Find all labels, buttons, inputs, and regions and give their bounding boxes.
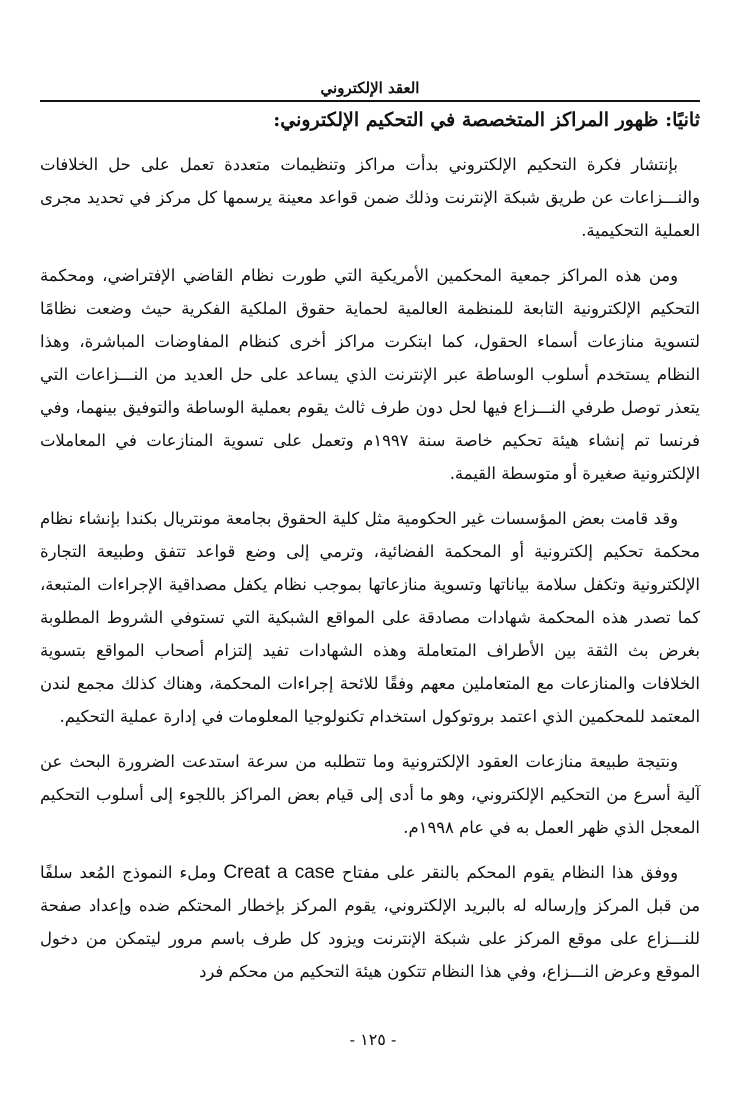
paragraph-5-after-latin: وملء النموذج المُعد سلفًا من قبل المركز وإرساله له بالبريد الإلكتروني، يقوم المركز بإخطار المحتكم ضده وإعداد صفحة للنـــزاع على موقع المركز على شبكة الإنترنت ويزود كل طرف باسم مرور ليتمكن من دخول الموقع وعرض النـــزاع، وفي هذا النظام تتكون هيئة التحكيم من محكم فرد bbox=[40, 863, 700, 981]
latin-button-name: Creat a case bbox=[223, 862, 335, 883]
paragraph-4: ونتيجة طبيعة منازعات العقود الإلكترونية وما تتطلبه من سرعة استدعت الضرورة البحث عن آلية أسرع من التحكيم الإلكتروني، وهو ما أدى إلى قيام بعض المراكز باللجوء إلى أسلوب التحكيم المعجل الذي ظهر العمل به في عام ١٩٩٨م. bbox=[40, 752, 700, 837]
page-number: - ١٢٥ - bbox=[349, 1030, 397, 1049]
paragraph-5-before-latin: ووفق هذا النظام يقوم المحكم بالنقر على مفتاح bbox=[341, 863, 678, 882]
paragraph-5 bbox=[40, 856, 700, 988]
running-head: العقد الإلكتروني bbox=[320, 79, 420, 97]
paragraph-3: وقد قامت بعض المؤسسات غير الحكومية مثل كلية الحقوق بجامعة مونتريال بكندا بإنشاء نظام محكمة تحكيم إلكترونية أو المحكمة الفضائية، وترمي إلى وضع قواعد تتفق وطبيعة التجارة الإلكترونية وتكفل سلامة بياناتها وتسوية منازعاتها بموجب نظام يكفل مصداقية الإجراءات المتبعة، كما تصدر هذه المحكمة شهادات مصادقة على المواقع الشبكية التي تستوفي الشروط المطلوبة بغرض بث الثقة بين الأطراف المتعاملة وهذه الشهادات تفيد إلتزام أصحاب المواقع بتسوية الخلافات والمنازعات مع المتعاملين معهم وفقًا للائحة إجراءات المحكمة، وهناك كذلك مجمع لندن المعتمد للمحكمين الذي اعتمد بروتوكول استخدام تكنولوجيا المعلومات في إدارة عملية التحكيم. bbox=[40, 509, 700, 726]
paragraph-1: بإنتشار فكرة التحكيم الإلكتروني بدأت مراكز وتنظيمات متعددة تعمل على حل الخلافات والنـــزاعات عن طريق شبكة الإنترنت وذلك ضمن قواعد معينة يرسمها كل مركز في تحديد مجرى العملية التحكيمية. bbox=[40, 155, 700, 240]
header-rule bbox=[40, 100, 700, 102]
book-page bbox=[40, 78, 700, 1000]
paragraph-2: ومن هذه المراكز جمعية المحكمين الأمريكية التي طورت نظام القاضي الإفتراضي، ومحكمة التحكيم الإلكترونية التابعة للمنظمة العالمية لحماية حقوق الملكية الفكرية حيث وضعت نظامًا لتسوية منازعات أسماء الحقول، كما ابتكرت مراكز أخرى كنظام المفاوضات المباشرة، وهذا النظام يستخدم أسلوب الوساطة عبر الإنترنت الذي يساعد على حل العديد من النـــزاعات التي يتعذر توصل طرفي النـــزاع فيها لحل دون طرف ثالث يقوم بعملية الوساطة والتوفيق بينهما، وفي فرنسا تم إنشاء هيئة تحكيم خاصة سنة ١٩٩٧م وتعمل على تسوية المنازعات في المعاملات الإلكترونية صغيرة أو متوسطة القيمة. bbox=[40, 266, 701, 483]
section-title: ثانيًا: ظهور المراكز المتخصصة في التحكيم الإلكتروني: bbox=[273, 109, 700, 131]
